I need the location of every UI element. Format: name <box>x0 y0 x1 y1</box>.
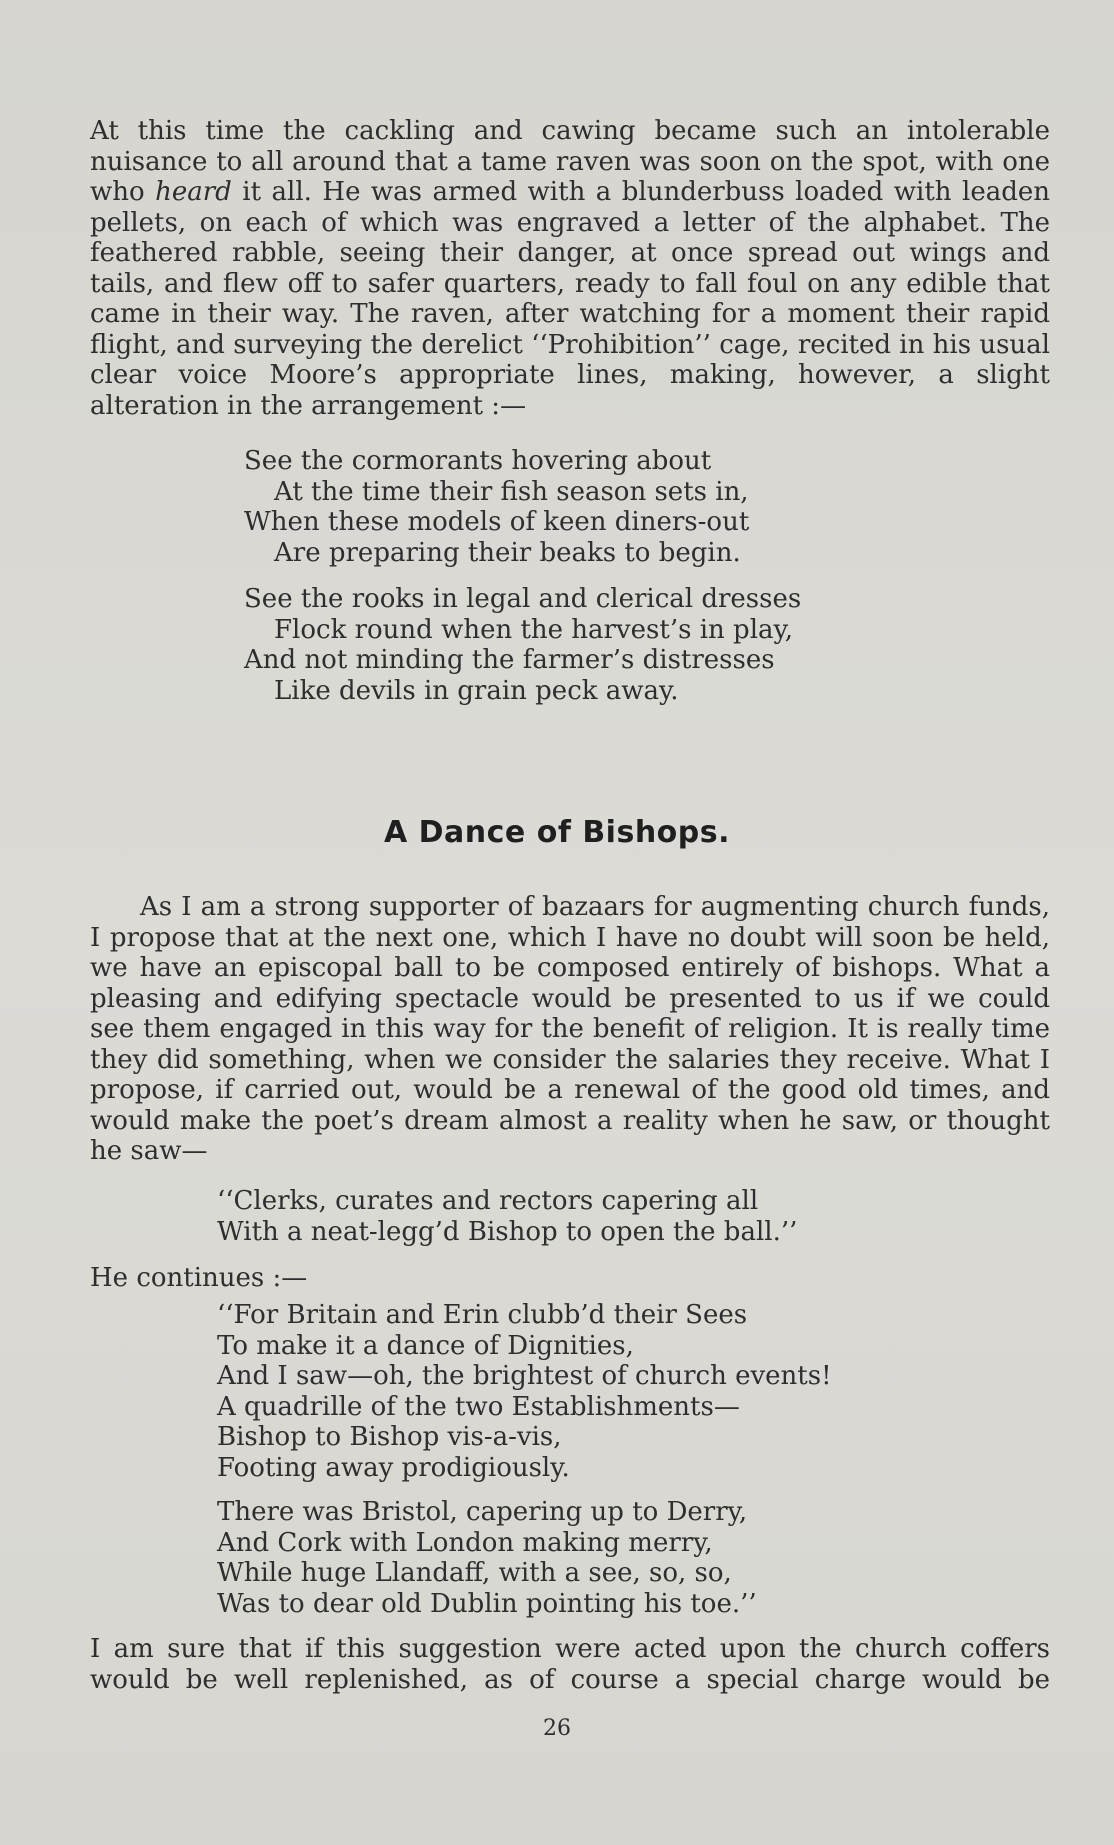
verse-cormorants <box>244 446 749 568</box>
quote-line: Was to dear old Dublin pointing his toe.’’ <box>217 1588 757 1619</box>
verse-line: Like devils in grain peck away. <box>274 675 679 706</box>
quote-dignities <box>217 1300 832 1483</box>
verse-line: At the time their fish season sets in, <box>274 476 749 507</box>
paragraph-bishops <box>90 892 1050 1167</box>
paragraph-coffers <box>90 1634 1050 1695</box>
paragraph-raven-part2: it all. He was armed with a blunderbuss loaded with leaden pellets, on each of which was engraved a letter of the alphabet. The feathered rabble, seeing their danger, at once spread out wings and tails, and flew off to safer quarters, ready to fall foul on any edible that came in their way. The raven, after watching for a moment their rapid flight, and surveying the derelict ‘‘Prohibition’’ cage, recited in his usual clear voice Moore’s appropriate lines, making, however, a slight alteration in the arrangement :— <box>90 177 1050 421</box>
quote-bristol <box>217 1497 757 1619</box>
quote-line: While huge Llandaff, with a see, so, so, <box>217 1558 732 1588</box>
verse-line: When these models of keen diners-out <box>244 507 750 537</box>
paragraph-raven-part1: At this time the cackling and cawing became such an intolerable nuisance to all around that a tame raven was soon on the spot, with one who <box>90 116 1050 207</box>
quote-line: Bishop to Bishop vis-a-vis, <box>217 1422 562 1452</box>
paragraph-raven-text <box>90 116 1050 421</box>
quote-line: There was Bristol, capering up to Derry, <box>217 1497 748 1527</box>
paragraph-bishops-text: As I am a strong supporter of bazaars for augmenting church funds, I propose that at the next one, which I have no doubt will soon be held, we have an episcopal ball to be composed entirely of bishops. What a pleasing and edifying spectacle would be presented to us if we could see them engaged in this way for the benefit of religion. It is really time they did something, when we consider the salaries they receive. What I propose, if carried out, would be a renewal of the good old times, and would make the poet’s dream almost a reality when he saw, or thought he saw— <box>90 892 1050 1166</box>
quote-line: ‘‘Clerks, curates and rectors capering all <box>217 1186 759 1216</box>
quote-line: ‘‘For Britain and Erin clubb’d their Sees <box>217 1300 748 1330</box>
quote-line: With a neat-legg’d Bishop to open the ball.’’ <box>217 1216 798 1247</box>
page-number: 26 <box>543 1716 571 1741</box>
continues-line: He continues :— <box>90 1263 308 1293</box>
paragraph-raven-emphasis: heard <box>155 177 232 207</box>
section-heading: A Dance of Bishops. <box>383 815 731 850</box>
quote-line: Footing away prodigiously. <box>217 1452 570 1483</box>
quote-line: A quadrille of the two Establishments— <box>217 1391 740 1422</box>
quote-clerks <box>217 1186 797 1247</box>
verse-line: And not minding the farmer’s distresses <box>244 645 775 675</box>
paragraph-raven <box>90 116 1050 421</box>
quote-line: To make it a dance of Dignities, <box>217 1330 634 1361</box>
quote-line: And Cork with London making merry, <box>217 1527 713 1558</box>
verse-line: Flock round when the harvest’s in play, <box>274 614 794 645</box>
paragraph-coffers-text: I am sure that if this suggestion were acted upon the church coffers would be well replenished, as of course a special charge would be <box>90 1634 1050 1695</box>
verse-line: Are preparing their beaks to begin. <box>274 537 741 568</box>
verse-line: See the rooks in legal and clerical dresses <box>244 584 802 614</box>
verse-rooks <box>244 584 801 706</box>
verse-line: See the cormorants hovering about <box>244 446 712 476</box>
quote-line: And I saw—oh, the brightest of church events! <box>217 1361 832 1391</box>
